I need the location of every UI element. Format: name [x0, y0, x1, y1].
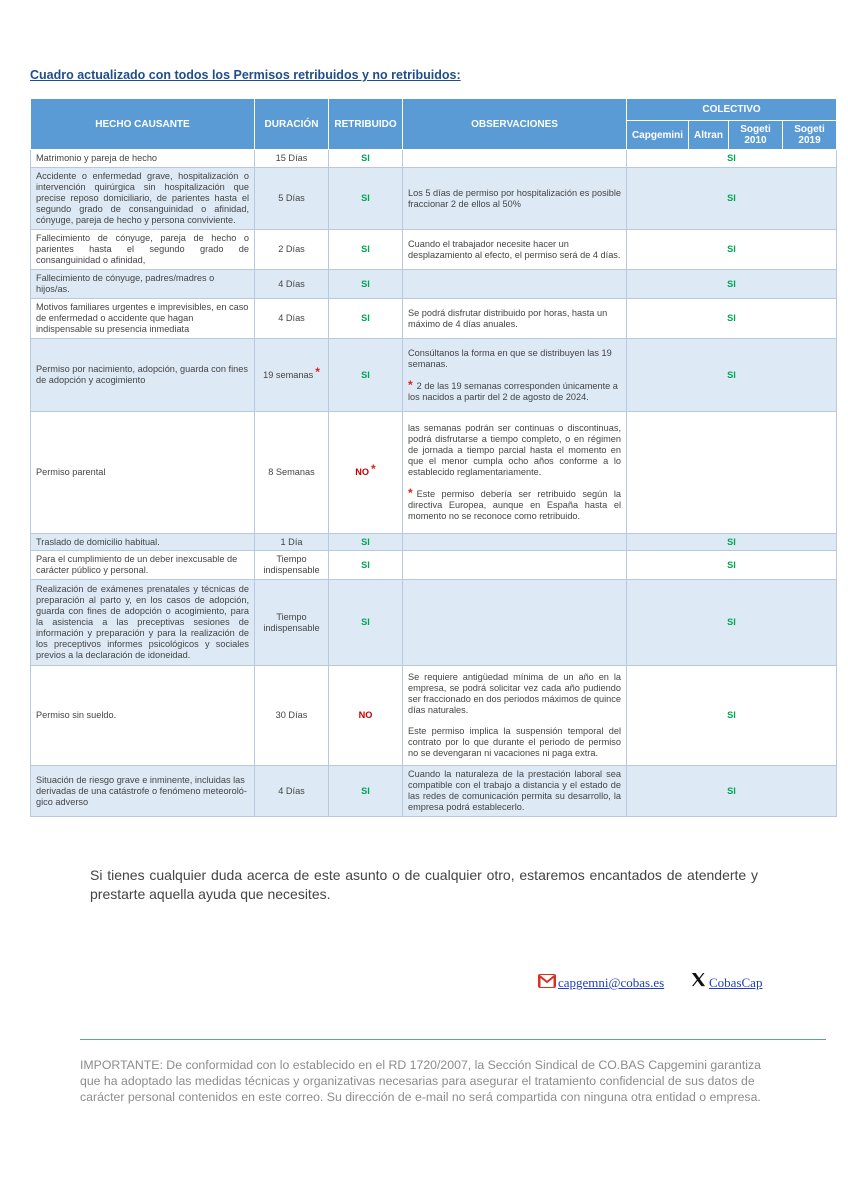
hecho-cell: Matrimonio y pareja de hecho: [31, 150, 255, 168]
header-retribuido: RETRIBUIDO: [329, 99, 403, 150]
duracion-cell: [255, 339, 329, 412]
hecho-cell: Fallecimiento de cónyuge, padres/madres o hijos/as.: [31, 270, 255, 299]
observaciones-cell: [403, 551, 627, 580]
duracion-cell: 4 Días: [255, 766, 329, 817]
observaciones-cell: [403, 580, 627, 666]
retribuido-cell: SI: [329, 168, 403, 230]
observaciones-text: Consúltanos la forma en que se distribuyen las 19 semanas.: [408, 347, 612, 369]
duracion-text: 19 semanas: [263, 369, 314, 380]
observaciones-cell: [403, 534, 627, 551]
twitter-link[interactable]: CobasCap: [709, 975, 763, 990]
retribuido-cell: SI: [329, 580, 403, 666]
asterisk-icon: *: [315, 364, 320, 379]
divider: [80, 1039, 826, 1040]
permisos-table: [30, 98, 837, 817]
hecho-cell: Accidente o enfermedad grave, hospitalización o intervención quirúrgica sin hospitalización que precise reposo domiciliario, de parientes hasta el segundo grado de consanguinidad o afinidad, cónyuge, pareja de hecho y persona conviviente.: [31, 168, 255, 230]
observaciones-cell: Cuando la naturaleza de la prestación laboral sea compatible con el trabajo a distancia y el estado de las redes de comunicación permita su desarrollo, la empresa podrá establecerlo.: [403, 766, 627, 817]
observaciones-note: Este permiso debería ser retribuido según la directiva Europea, aunque en España hasta el momento no se reconoce como retribuido.: [408, 489, 621, 521]
observaciones-cell: [403, 412, 627, 534]
duracion-cell: 2 Días: [255, 230, 329, 270]
retribuido-cell: SI: [329, 534, 403, 551]
colectivo-cell: SI: [627, 299, 837, 339]
hecho-cell: Realización de exámenes prenatales y técnicas de preparación al parto y, en los casos de adopción, guarda con fines de adopción o acogimiento, para la asistencia a las preceptivas sesiones de información y preparación y para la realización de los preceptivos informes psicológicos y sociales previos a la declaración de idoneidad.: [31, 580, 255, 666]
observaciones-cell: Cuando el trabajador necesite hacer un desplazamiento al efecto, el permiso será de 4 días.: [403, 230, 627, 270]
colectivo-cell: SI: [627, 168, 837, 230]
observaciones-cell: Se podrá disfrutar distribuido por horas, hasta un máximo de 4 días anuales.: [403, 299, 627, 339]
table-row: [31, 150, 837, 168]
duracion-cell: 15 Días: [255, 150, 329, 168]
table-row: [31, 270, 837, 299]
header-sogeti-2019: Sogeti 2019: [783, 121, 837, 150]
header-capgemini: Capgemini: [627, 121, 689, 150]
duracion-cell: Tiempo indispensable: [255, 580, 329, 666]
observaciones-text: Se requiere antigüedad mínima de un año en la empresa, se podrá solicitar vez cada año pudiendo ser fraccionado en dos periodos máximos de quince días naturales.: [408, 672, 621, 715]
header-observaciones: OBSERVACIONES: [403, 99, 627, 150]
observaciones-note: 2 de las 19 semanas corresponden únicamente a los nacidos a partir del 2 de agosto de 2024.: [408, 380, 618, 402]
retribuido-text: NO: [355, 467, 370, 477]
colectivo-cell: SI: [627, 270, 837, 299]
table-row: [31, 666, 837, 766]
hecho-cell: Situación de riesgo grave e inminente, incluidas las derivadas de una catástrofe o fenómeno meteoroló-gico adverso: [31, 766, 255, 817]
table-row: [31, 534, 837, 551]
table-row: [31, 412, 837, 534]
observaciones-cell: [403, 339, 627, 412]
hecho-cell: Traslado de domicilio habitual.: [31, 534, 255, 551]
asterisk-icon: *: [408, 377, 413, 392]
colectivo-cell: SI: [627, 580, 837, 666]
duracion-cell: 1 Día: [255, 534, 329, 551]
asterisk-icon: *: [408, 486, 413, 500]
colectivo-cell: SI: [627, 766, 837, 817]
retribuido-cell: NO: [329, 666, 403, 766]
header-hecho: HECHO CAUSANTE: [31, 99, 255, 150]
observaciones-cell: [403, 150, 627, 168]
observaciones-cell: [403, 666, 627, 766]
legal-notice: IMPORTANTE: De conformidad con lo establecido en el RD 1720/2007, la Sección Sindical de CO.BAS Capgemini garantiza que ha adoptado las medidas técnicas y organizativas necesarias para asegurar el tratamiento confidencial de sus datos de carácter personal contenidos en este correo. Su dirección de e-mail no será compartida con ninguna otra entidad o empresa.: [80, 1058, 762, 1104]
hecho-cell: Permiso por nacimiento, adopción, guarda con fines de adopción y acogimiento: [31, 339, 255, 412]
email-link[interactable]: capgemni@cobas.es: [558, 975, 665, 990]
table-row: [31, 230, 837, 270]
retribuido-cell: SI: [329, 339, 403, 412]
duracion-cell: 4 Días: [255, 299, 329, 339]
duracion-cell: 5 Días: [255, 168, 329, 230]
asterisk-icon: *: [371, 462, 376, 476]
observaciones-note: Este permiso implica la suspensión temporal del contrato por lo que durante el periodo de permiso no se devengaran ni vacaciones ni paga extra.: [408, 726, 621, 758]
colectivo-cell: SI: [627, 666, 837, 766]
gmail-icon[interactable]: [538, 974, 556, 988]
header-duracion: DURACIÓN: [255, 99, 329, 150]
header-altran: Altran: [689, 121, 729, 150]
retribuido-cell: SI: [329, 299, 403, 339]
hecho-cell: Permiso sin sueldo.: [31, 666, 255, 766]
hecho-cell: Para el cumplimiento de un deber inexcusable de carácter público y personal.: [31, 551, 255, 580]
observaciones-cell: Los 5 días de permiso por hospitalización es posible fraccionar 2 de ellos al 50%: [403, 168, 627, 230]
retribuido-cell: SI: [329, 551, 403, 580]
table-row: [31, 168, 837, 230]
retribuido-cell: SI: [329, 766, 403, 817]
hecho-cell: Fallecimiento de cónyuge, pareja de hecho o parientes hasta el segundo grado de consanguinidad o afinidad,: [31, 230, 255, 270]
colectivo-cell: [627, 412, 837, 534]
colectivo-cell: SI: [627, 551, 837, 580]
observaciones-text: las semanas podrán ser continuas o discontinuas, podrá disfrutarse a tiempo completo, o en régimen de jornada a tiempo parcial hasta el momento en que el menor cumpla ocho años conforme a lo establecido reglamentariamente.: [408, 423, 621, 477]
colectivo-cell: SI: [627, 339, 837, 412]
header-colectivo: COLECTIVO: [627, 99, 837, 121]
hecho-cell: Motivos familiares urgentes e imprevisibles, en caso de enfermedad o accidente que hagan indispensable su presencia inmediata: [31, 299, 255, 339]
retribuido-cell: SI: [329, 150, 403, 168]
colectivo-cell: SI: [627, 150, 837, 168]
retribuido-cell: [329, 412, 403, 534]
duracion-cell: 30 Días: [255, 666, 329, 766]
duracion-cell: 4 Días: [255, 270, 329, 299]
page-title: Cuadro actualizado con todos los Permisos retribuidos y no retribuidos:: [30, 68, 461, 82]
hecho-cell: Permiso parental: [31, 412, 255, 534]
header-sogeti-2010: Sogeti 2010: [729, 121, 783, 150]
colectivo-cell: SI: [627, 534, 837, 551]
x-icon[interactable]: [691, 972, 706, 987]
table-row: [31, 299, 837, 339]
duracion-cell: Tiempo indispensable: [255, 551, 329, 580]
closing-message: Si tienes cualquier duda acerca de este asunto o de cualquier otro, estaremos encantados de atenderte y prestarte aquella ayuda que necesites.: [90, 867, 758, 902]
observaciones-cell: [403, 270, 627, 299]
table-row: [31, 551, 837, 580]
table-row: [31, 339, 837, 412]
colectivo-cell: SI: [627, 230, 837, 270]
duracion-cell: 8 Semanas: [255, 412, 329, 534]
retribuido-cell: SI: [329, 230, 403, 270]
table-row: [31, 766, 837, 817]
retribuido-cell: SI: [329, 270, 403, 299]
table-row: [31, 580, 837, 666]
